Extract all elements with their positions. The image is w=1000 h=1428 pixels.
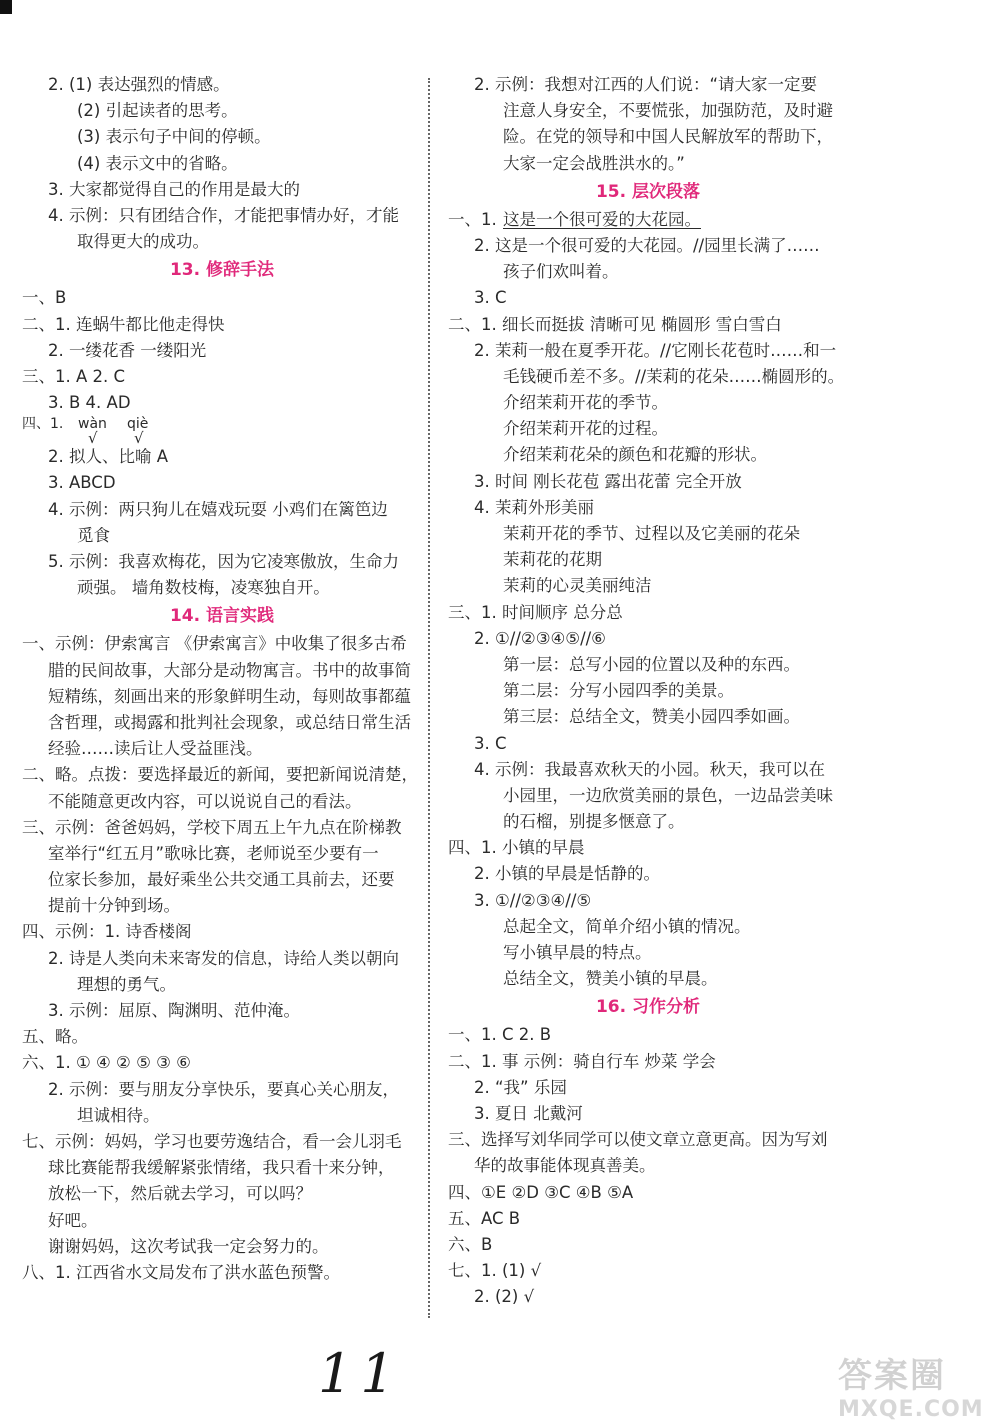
answer-text: 大家一定会战胜洪水的。” [503, 153, 685, 173]
answer-text: 二、略。点拨：要选择最近的新闻，要把新闻说清楚， [22, 765, 418, 785]
answer-text: 2. 拟人、比喻 A [48, 447, 169, 467]
answer-text: 七、示例：妈妈，学习也要劳逸结合，看一会儿羽毛 [22, 1131, 402, 1151]
answer-line [448, 259, 848, 285]
answer-text: 提前十分钟到场。 [48, 896, 180, 916]
answer-line [22, 98, 422, 124]
answer-text: 4. 示例：只有团结合作，才能把事情办好，才能 [48, 205, 399, 225]
answer-text: 3. 大家都觉得自己的作用是最大的 [48, 179, 300, 199]
answer-text: (3) 表示句子中间的停顿。 [77, 127, 271, 147]
answer-text: 写小镇早晨的特点。 [503, 943, 652, 962]
answer-line [22, 1234, 422, 1260]
answer-text: 3. ①//②③④//⑤ [474, 890, 592, 910]
answer-line [22, 177, 422, 203]
answer-line [448, 704, 848, 730]
answer-text: 小园里，一边欣赏美丽的景色，一边品尝美味 [503, 785, 833, 805]
answer-text: 三、选择写刘华同学可以使文章立意更高。因为写刘 [448, 1130, 828, 1150]
answer-text: 放松一下，然后就去学习，可以吗？ [48, 1184, 312, 1204]
answer-text: 六、1. ① ④ ② ⑤ ③ ⑥ [22, 1053, 191, 1073]
answer-line [448, 731, 848, 757]
answer-text: 第三层：总结全文，赞美小园四季如画。 [503, 707, 800, 727]
answer-text: 介绍茉莉开花的过程。 [503, 419, 668, 439]
pinyin-label: qiè [127, 416, 149, 433]
answer-text: 4. 示例：两只狗儿在嬉戏玩耍 小鸡们在篱笆边 [48, 499, 388, 519]
answer-line [22, 1103, 422, 1129]
answer-line [448, 364, 848, 390]
answer-text: 总结全文，赞美小镇的早晨。 [503, 969, 718, 989]
answer-line [22, 684, 422, 710]
answer-text: 2. 这是一个很可爱的大花园。//园里长满了…… [474, 235, 820, 255]
answer-line [448, 285, 848, 311]
answer-line [22, 893, 422, 919]
answer-line [22, 867, 422, 893]
answer-text: 八、1. 江西省水文局发布了洪水蓝色预警。 [22, 1262, 340, 1282]
answer-text: 一、1. C 2. B [448, 1025, 552, 1045]
answer-text: 2. 诗是人类向未来寄发的信息，诗给人类以朝向 [48, 948, 399, 968]
answer-text: 4. 茉莉外形美丽 [474, 497, 594, 517]
answer-text: 险。在党的领导和中国人民解放军的帮助下， [503, 127, 833, 147]
answer-line [448, 652, 848, 678]
answer-line [448, 809, 848, 835]
answer-line [448, 783, 848, 809]
answer-line [448, 1180, 848, 1206]
page-number: 11 [318, 1342, 403, 1405]
answer-line [22, 151, 422, 177]
answer-line [22, 497, 422, 523]
answer-text: 2. “我” 乐园 [474, 1077, 567, 1097]
answer-text: 一、示例：伊索寓言 《伊索寓言》中收集了很多古希 [22, 634, 407, 654]
answer-text: 三、1. 时间顺序 总分总 [448, 602, 623, 622]
answer-line [22, 710, 422, 736]
answer-line [22, 1129, 422, 1155]
answer-text: 第一层：总写小园的位置以及种的东西。 [503, 654, 800, 674]
answer-text: 第二层：分写小园四季的美景。 [503, 681, 734, 701]
answer-text: 好吧。 [48, 1210, 98, 1230]
answer-text: 的石榴，别提多惬意了。 [503, 812, 685, 832]
answer-line [448, 914, 848, 940]
watermark-site: MXQE.COM [838, 1397, 984, 1422]
pinyin-label: 四、1. [22, 416, 64, 433]
answer-line [448, 1049, 848, 1075]
answer-line [22, 1050, 422, 1076]
answer-line [22, 736, 422, 762]
answer-line [22, 470, 422, 496]
answer-text: 位家长参加，最好乘坐公共交通工具前去，还要 [48, 870, 395, 890]
answer-line [448, 678, 848, 704]
answer-text: 3. ABCD [48, 473, 116, 493]
answer-line [448, 1232, 848, 1258]
answer-text: 谢谢妈妈，这次考试我一定会努力的。 [48, 1236, 329, 1256]
answer-line [22, 285, 422, 311]
answer-line [448, 600, 848, 626]
answer-text: 腊的民间故事，大部分是动物寓言。书中的故事简 [48, 660, 411, 680]
answer-line [22, 998, 422, 1024]
answer-line [448, 1258, 848, 1284]
answer-line [448, 521, 848, 547]
answer-line [448, 72, 848, 98]
section-heading: 14. 语言实践 [169, 606, 275, 627]
answer-text: 五、AC B [448, 1208, 521, 1228]
answer-line [22, 658, 422, 684]
answer-text: 3. B 4. AD [48, 393, 131, 413]
answer-line [448, 1075, 848, 1101]
answer-line [448, 469, 848, 495]
answer-line [22, 1181, 422, 1207]
answer-line [22, 841, 422, 867]
answer-text: 理想的勇气。 [77, 974, 176, 994]
answer-line [448, 1127, 848, 1153]
answer-text: 华的故事能体现真善美。 [474, 1156, 656, 1176]
answer-text: 3. 时间 刚长花苞 露出花蕾 完全开放 [474, 471, 742, 491]
answer-line [22, 789, 422, 815]
check-mark: √ [134, 429, 144, 448]
answer-line [448, 390, 848, 416]
answer-text: 二、1. 细长而挺拔 清晰可见 椭圆形 雪白雪白 [448, 314, 782, 334]
answer-line [22, 815, 422, 841]
answer-line [448, 151, 848, 177]
answer-line [22, 203, 422, 229]
answer-line [22, 575, 422, 601]
answer-line [448, 757, 848, 783]
answer-line [448, 124, 848, 150]
answer-text: 茉莉开花的季节、过程以及它美丽的花朵 [503, 524, 800, 543]
answer-line [22, 919, 422, 945]
answer-line [22, 762, 422, 788]
answer-text: 2. 示例：我想对江西的人们说：“请大家一定要 [474, 75, 818, 94]
answer-line [448, 207, 848, 233]
answer-text: 茉莉的心灵美丽纯洁 [503, 576, 652, 596]
answer-text: 2. 小镇的早晨是恬静的。 [474, 864, 660, 884]
answer-text: 3. C [474, 733, 507, 753]
answer-text: 毛钱硬币差不多。//茉莉的花朵……椭圆形的。 [503, 366, 845, 386]
answer-text: 七、1. (1) √ [448, 1261, 542, 1281]
answer-text: 2. (2) √ [474, 1287, 535, 1307]
answer-line [448, 835, 848, 861]
corner-mark [0, 0, 12, 14]
answer-text: 总起全文，简单介绍小镇的情况。 [503, 916, 751, 936]
answer-text: 2. ①//②③④⑤//⑥ [474, 628, 606, 648]
answer-text: 介绍茉莉花朵的颜色和花瓣的形状。 [503, 445, 767, 465]
answer-line [22, 364, 422, 390]
answer-line [22, 1208, 422, 1234]
answer-line [22, 72, 422, 98]
section-heading: 13. 修辞手法 [169, 260, 275, 281]
answer-text: 取得更大的成功。 [77, 232, 209, 252]
answer-line [448, 98, 848, 124]
answer-text: 5. 示例：我喜欢梅花，因为它凌寒傲放，生命力 [48, 552, 399, 571]
answer-text: 六、B [448, 1234, 493, 1254]
answer-line [22, 1077, 422, 1103]
answer-text: 四、1. 小镇的早晨 [448, 838, 585, 858]
answer-text: 3. C [474, 288, 507, 308]
answer-text: 觅食 [77, 525, 110, 545]
left-column [22, 72, 422, 1286]
answer-text: 三、1. A 2. C [22, 366, 126, 386]
answer-line [448, 1022, 848, 1048]
answer-line [448, 495, 848, 521]
check-mark: √ [88, 429, 98, 448]
answer-text: 经验……读后让人受益匪浅。 [48, 739, 263, 759]
answer-line [448, 1284, 848, 1310]
answer-text: 4. 示例：我最喜欢秋天的小园。秋天，我可以在 [474, 759, 825, 779]
answer-text: 四、示例：1. 诗香楼阁 [22, 922, 192, 942]
answer-line [448, 940, 848, 966]
answer-line [22, 523, 422, 549]
answer-text: 二、1. 事 示例：骑自行车 炒菜 学会 [448, 1051, 716, 1071]
answer-line [22, 429, 422, 448]
answer-line [448, 573, 848, 599]
answer-text: 介绍茉莉开花的季节。 [503, 393, 668, 413]
pinyin-label: wàn [78, 416, 107, 433]
answer-text: 注意人身安全，不要慌张，加强防范，及时避 [503, 101, 833, 121]
answer-line [22, 1155, 422, 1181]
answer-line [22, 312, 422, 338]
answer-text: 茉莉花的花期 [503, 550, 602, 570]
answer-line [448, 626, 848, 652]
column-divider [428, 78, 430, 1318]
answer-line [22, 338, 422, 364]
answer-line [22, 946, 422, 972]
answer-text: 顽强。 墙角数枝梅，凌寒独自开。 [77, 578, 330, 598]
answer-text: 2. 茉莉一般在夏季开花。//它刚长花苞时……和一 [474, 340, 837, 360]
answer-text: 3. 夏日 北戴河 [474, 1103, 583, 1123]
answer-text: 不能随意更改内容，可以说说自己的看法。 [48, 791, 362, 811]
answer-line [448, 1101, 848, 1127]
answer-text: 一、B [22, 288, 67, 308]
answer-text: (4) 表示文中的省略。 [77, 153, 238, 173]
answer-text: 2. 示例：要与朋友分享快乐，要真心关心朋友， [48, 1079, 399, 1099]
answer-text: 五、略。 [22, 1027, 88, 1047]
answer-text: 孩子们欢叫着。 [503, 262, 619, 282]
answer-text: 球比赛能帮我缓解紧张情绪，我只看十来分钟， [48, 1158, 395, 1178]
answer-line [448, 338, 848, 364]
answer-line [22, 444, 422, 470]
answer-line [22, 390, 422, 416]
answer-text: 二、1. 连蜗牛都比他走得快 [22, 314, 225, 334]
answer-line [22, 972, 422, 998]
section-heading: 16. 习作分析 [595, 997, 701, 1018]
answer-text: 室举行“红五月”歌咏比赛，老师说至少要有一 [48, 843, 379, 863]
answer-line [448, 888, 848, 914]
answer-line [22, 124, 422, 150]
answer-text: (2) 引起读者的思考。 [77, 101, 238, 121]
answer-number: 一、1. [448, 209, 497, 229]
right-column [448, 72, 848, 1310]
answer-line [22, 229, 422, 255]
section-heading: 15. 层次段落 [595, 181, 701, 202]
watermark-main: 答案圈 [838, 1356, 946, 1396]
underlined-sentence: 这是一个很可爱的大花园。 [503, 209, 701, 229]
answer-line [448, 966, 848, 992]
answer-line [22, 1260, 422, 1286]
answer-line [448, 861, 848, 887]
answer-line [448, 312, 848, 338]
answer-line [448, 547, 848, 573]
answer-text: 3. 示例：屈原、陶渊明、范仲淹。 [48, 1001, 300, 1020]
answer-text: 含哲理，或揭露和批判社会现象，或总结日常生活 [48, 712, 411, 732]
answer-line [448, 1153, 848, 1179]
answer-line [448, 233, 848, 259]
answer-text: 坦诚相待。 [77, 1105, 160, 1125]
answer-line [448, 442, 848, 468]
answer-line [22, 631, 422, 657]
answer-line [448, 416, 848, 442]
answer-line [22, 1024, 422, 1050]
answer-line [22, 549, 422, 575]
answer-line [448, 1206, 848, 1232]
answer-text: 2. 一缕花香 一缕阳光 [48, 340, 207, 360]
answer-text: 2. (1) 表达强烈的情感。 [48, 75, 230, 94]
answer-text: 四、①E ②D ③C ④B ⑤A [448, 1182, 634, 1202]
answer-text: 短精练，刻画出来的形象鲜明生动，每则故事都蕴 [48, 686, 411, 706]
answer-text: 三、示例：爸爸妈妈，学校下周五上午九点在阶梯教 [22, 817, 402, 837]
answer-line [22, 416, 422, 432]
watermark-logo [838, 1348, 988, 1422]
